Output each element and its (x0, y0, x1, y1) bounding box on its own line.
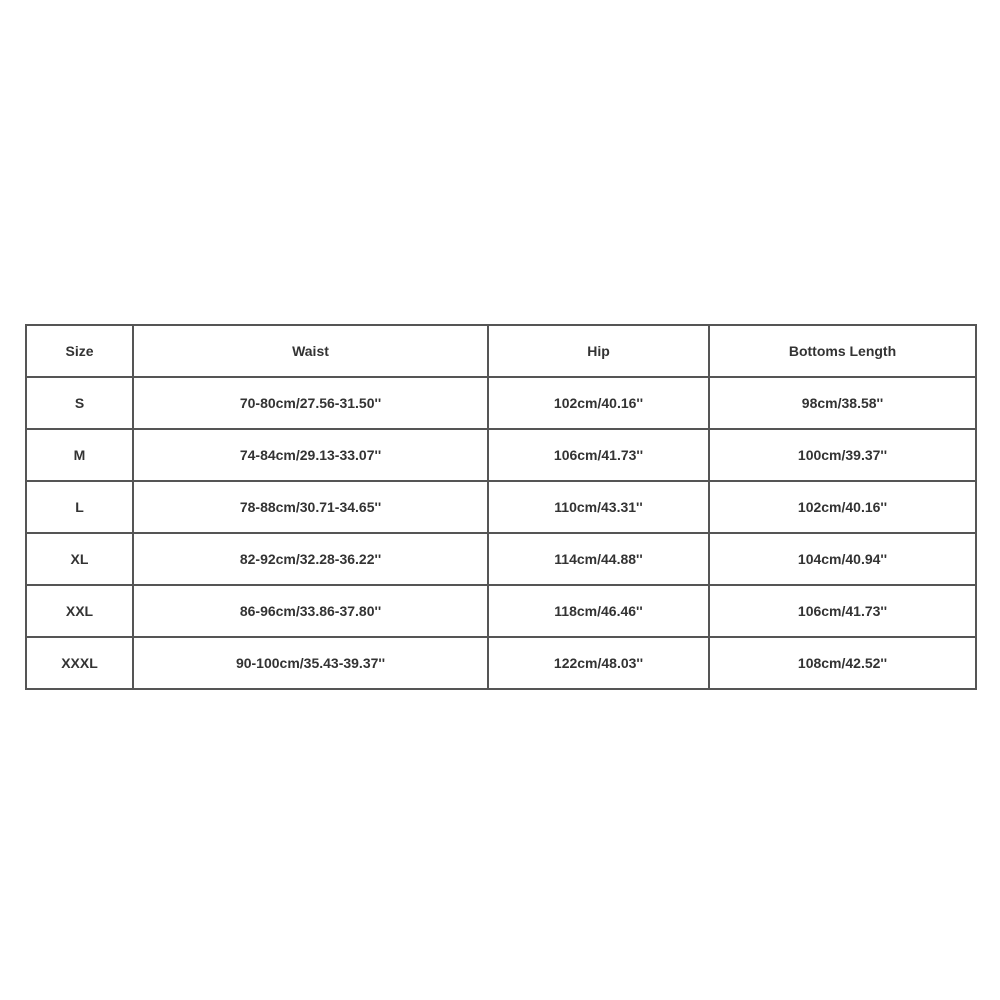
table-row (26, 481, 976, 533)
cell-size: L (26, 481, 133, 533)
table-row (26, 533, 976, 585)
cell-bottoms-length: 98cm/38.58'' (709, 377, 976, 429)
cell-waist: 70-80cm/27.56-31.50'' (133, 377, 488, 429)
cell-bottoms-length: 100cm/39.37'' (709, 429, 976, 481)
cell-bottoms-length: 106cm/41.73'' (709, 585, 976, 637)
cell-size: M (26, 429, 133, 481)
cell-hip: 106cm/41.73'' (488, 429, 709, 481)
cell-size: XXL (26, 585, 133, 637)
cell-size: XL (26, 533, 133, 585)
cell-hip: 110cm/43.31'' (488, 481, 709, 533)
cell-bottoms-length: 102cm/40.16'' (709, 481, 976, 533)
cell-size: XXXL (26, 637, 133, 689)
cell-bottoms-length: 104cm/40.94'' (709, 533, 976, 585)
cell-waist: 90-100cm/35.43-39.37'' (133, 637, 488, 689)
cell-hip: 102cm/40.16'' (488, 377, 709, 429)
header-hip: Hip (488, 325, 709, 377)
cell-bottoms-length: 108cm/42.52'' (709, 637, 976, 689)
header-waist: Waist (133, 325, 488, 377)
table-row (26, 429, 976, 481)
cell-waist: 78-88cm/30.71-34.65'' (133, 481, 488, 533)
size-chart-table (25, 324, 977, 690)
table-row (26, 585, 976, 637)
cell-hip: 122cm/48.03'' (488, 637, 709, 689)
table-row (26, 637, 976, 689)
cell-waist: 74-84cm/29.13-33.07'' (133, 429, 488, 481)
cell-waist: 86-96cm/33.86-37.80'' (133, 585, 488, 637)
table-header-row (26, 325, 976, 377)
table-row (26, 377, 976, 429)
header-size: Size (26, 325, 133, 377)
cell-hip: 114cm/44.88'' (488, 533, 709, 585)
header-bottoms-length: Bottoms Length (709, 325, 976, 377)
cell-waist: 82-92cm/32.28-36.22'' (133, 533, 488, 585)
cell-hip: 118cm/46.46'' (488, 585, 709, 637)
cell-size: S (26, 377, 133, 429)
